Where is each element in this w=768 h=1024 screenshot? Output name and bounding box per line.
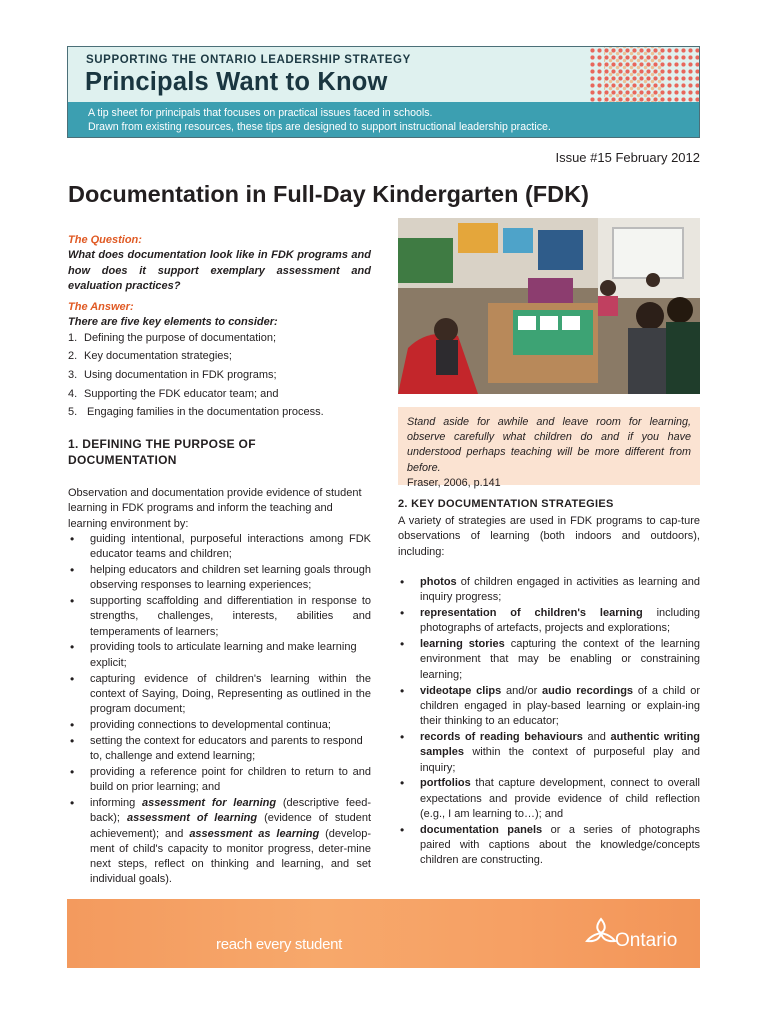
- tagline-line-2: Drawn from existing resources, these tips are designed to support instructional leadership practice.: [88, 121, 551, 133]
- answer-lead: There are five key elements to consider:: [68, 316, 278, 329]
- list-item: • helping educators and children set learning goals through observing responses to learning experiences;: [68, 563, 371, 594]
- list-item: 5. Engaging families in the documentation process.: [68, 406, 324, 419]
- list-item: • photos of children engaged in activities as learning and inquiry progress;: [398, 575, 700, 606]
- series-title: Principals Want to Know: [85, 68, 388, 96]
- list-item: 3. Using documentation in FDK programs;: [68, 368, 277, 381]
- list-item: • providing a reference point for children to return to and build on prior learning; and: [68, 765, 371, 796]
- question-block: [68, 233, 371, 294]
- list-item: • setting the context for educators and parents to respond to, challenge and extend learning;: [68, 734, 371, 765]
- classroom-photo-illustration: [398, 218, 700, 394]
- list-item: • representation of children's learning including photographs of artefacts, projects and explorations;: [398, 606, 700, 637]
- section-2-heading: 2. KEY DOCUMENTATION STRATEGIES: [398, 498, 614, 510]
- section-2-intro: A variety of strategies are used in FDK programs to cap-ture observations of learning (both indoors and outdoors), including:: [398, 515, 700, 558]
- quote-source: Fraser, 2006, p.141: [407, 476, 501, 489]
- issue-label: Issue #15 February 2012: [555, 150, 700, 165]
- section-1-body: [68, 486, 371, 888]
- list-item: • portfolios that capture development, connect to overall expectations and provide evidence of child reflection (e.g., I am learning to…); and: [398, 776, 700, 822]
- section-2-body: [398, 575, 700, 869]
- question-label: The Question:: [68, 234, 142, 246]
- quote-callout: [398, 407, 700, 489]
- answer-label: The Answer:: [68, 301, 134, 313]
- list-item: 4. Supporting the FDK educator team; and: [68, 387, 279, 400]
- list-item: • videotape clips and/or audio recordings of a child or children engaged in play-based learning or explain-ing their thinking to an educator;: [398, 684, 700, 730]
- classroom-photo: [398, 218, 700, 394]
- list-item: • providing tools to articulate learning and make learning explicit;: [68, 640, 371, 671]
- question-text: What does documentation look like in FDK programs and how does it support exemplary assessment and evaluation practices?: [68, 249, 371, 292]
- answer-block: [68, 300, 371, 424]
- list-item: • supporting scaffolding and differentiation in response to strengths, challenges, interests, abilities and temperaments of learners;: [68, 594, 371, 640]
- list-item: • capturing evidence of children's learning within the context of Saying, Doing, Representing as outlined in the program document;: [68, 672, 371, 718]
- list-item: • documentation panels or a series of photographs paired with captions about the knowledge/concepts children are constructing.: [398, 823, 700, 869]
- ontario-wordmark: Ontario: [615, 930, 678, 951]
- list-item: 1. Defining the purpose of documentation;: [68, 331, 277, 344]
- footer-banner: [67, 899, 700, 968]
- halftone-dots-decoration-2: [604, 47, 664, 102]
- list-item: • records of reading behaviours and authentic writing samples within the context of purposeful play and inquiry;: [398, 730, 700, 776]
- masthead-banner: [67, 46, 700, 138]
- trillium-logo-icon: [584, 916, 618, 950]
- list-item: • learning stories capturing the context of the learning environment that may be enabling or constraining learning;: [398, 637, 700, 683]
- list-item: • providing connections to developmental continua;: [68, 718, 371, 733]
- purpose-bullet-list: [68, 532, 371, 888]
- key-elements-list: [68, 331, 371, 421]
- footer-tagline: reach every student: [216, 936, 343, 953]
- strategy-bullet-list: [398, 575, 700, 869]
- list-item: • informing assessment for learning (descriptive feed-back); assessment of learning (evidence of student achievement); and assessment as learning (develop-ment of child's capacity to monitor progress, deter-mine next steps, reflect on thinking and learning, and set individual goals).: [68, 796, 371, 888]
- series-kicker: SUPPORTING THE ONTARIO LEADERSHIP STRATEGY: [86, 54, 411, 66]
- document-title: Documentation in Full-Day Kindergarten (FDK): [68, 181, 589, 207]
- tagline-band: [68, 102, 699, 137]
- section-1-intro: Observation and documentation provide evidence of student learning in FDK programs and inform the teaching and learning environment by:: [68, 487, 362, 530]
- list-item: • guiding intentional, purposeful interactions among FDK educator teams and children;: [68, 532, 371, 563]
- list-item: 2. Key documentation strategies;: [68, 350, 232, 363]
- section-1-heading: 1. DEFINING THE PURPOSE OF DOCUMENTATION: [68, 437, 256, 467]
- tagline-line-1: A tip sheet for principals that focuses on practical issues faced in schools.: [88, 107, 433, 119]
- quote-text: Stand aside for awhile and leave room for learning, observe carefully what children do and if you have understood perhaps teaching will be more different from before.: [407, 416, 691, 474]
